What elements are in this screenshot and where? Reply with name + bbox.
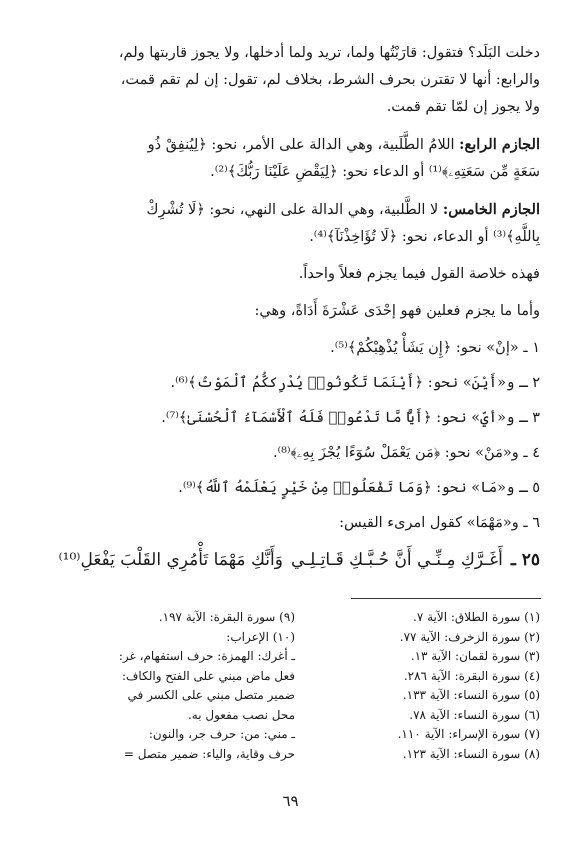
footnote: (٨) سورة النساء: الآية ١٢٣.: [402, 746, 540, 761]
tools-list: [40, 335, 540, 537]
footnote: (٦) سورة النساء: الآية ٧٨.: [409, 707, 540, 722]
paragraph-3: [40, 196, 540, 251]
footnote: (٩) سورة البقرة: الآية ١٩٧.: [158, 610, 295, 624]
poetry-verse: [40, 545, 540, 575]
list-item: ١ ـ «إنْ» نحو: ﴿إِن يَشَأْ يُذْهِبْكُمْ﴾⁽⁵⁾.: [330, 340, 540, 356]
list-item: ٥ ـ و«مَا» نحو: ﴿وَمَا تَفْعَلُوا۟ مِنْ خَيْرٍ يَعْلَمْهُ ٱللَّهُ﴾⁽⁹⁾.: [178, 480, 540, 496]
paragraph-5: وأما ما يجزم فعلين فهو إحْدَى عَشْرَةَ أَدَاةً، وهي:: [254, 303, 540, 319]
footnote: ـ مني: من: حرف جر، والنون:: [148, 727, 295, 741]
p3-heading: الجازم الخامس:: [442, 201, 540, 218]
verse-second-hemistich: وَأَنَّكِ مَهْمَا تَأْمُرِي القَلْبَ يَفْعَلِ⁽¹⁰⁾: [58, 550, 283, 570]
p1-line-2: والرابع: أنها لا تقترن بحرف الشرط، بخلاف لم، تقول: إن لم تقم قمت،: [120, 72, 540, 88]
p2-line-1: اللامُ الطَّلَبية، وهي الدالة على الأمر، نحو: ﴿لِيُنفِقْ ذُو: [147, 137, 455, 153]
footnote: (٤) سورة البقرة: الآية ٢٨٦.: [403, 668, 540, 683]
footnote: (٢) سورة الزخرف: الآية ٧٧.: [399, 629, 540, 644]
footnote: ـ أغرك: الهمزة: حرف استفهام، غر:: [118, 649, 295, 663]
paragraph-1: [40, 40, 540, 121]
footnote: محل نصب مفعول به.: [187, 707, 295, 722]
footnotes-left-column: [40, 608, 295, 764]
list-item: ٦ ـ و«مَهْمَا» كقول امرىء القيس:: [339, 515, 540, 531]
p1-line-1: دخلت البَلَد؟ فتقول: قارَبْتُها ولما، تريد ولما أدخلها، ولا يجوز قاربتها ولم،: [118, 45, 540, 61]
paragraph-4: فهذه خلاصة القول فيما يجزم فعلاً واحداً.: [298, 266, 540, 282]
verse-number: ٢٥ ـ: [510, 550, 540, 570]
list-item: ٤ ـ و«مَنْ» نحو: ﴿مَن يَعْمَلْ سُوٓءًا يُجْزَ بِهِۦ﴾⁽⁸⁾.: [272, 445, 540, 461]
p1-line-3: ولا يجوز إن لمّا تقم قمت.: [386, 99, 540, 115]
p3-line-1: لا الطَّلبية، وهي الدالة على النهي، نحو: ﴿لَا تُشْرِكْ: [146, 202, 439, 218]
footnotes: [40, 608, 540, 764]
p2-heading: الجازم الرابع:: [459, 136, 540, 153]
footnote: (١) سورة الطلاق: الآية ٧.: [413, 610, 540, 624]
list-item: ٣ ـ و«أيّ» نحو: ﴿أَيًّا مَّا تَدْعُوا۟ فَلَهُ ٱلْأَسْمَآءُ ٱلْحُسْنَىٰ﴾⁽⁷⁾.: [161, 410, 540, 426]
footnote: ضمير متصل مبني على الكسر في: [127, 688, 295, 702]
p3-line-2: بِاللَّهِ﴾⁽³⁾ أو الدعاء، نحو: ﴿لَا تُؤَاخِذْنَآ﴾⁽⁴⁾.: [309, 229, 540, 245]
footnotes-right-column: [325, 608, 540, 764]
footnote: (٥) سورة النساء: الآية ١٣٣.: [402, 688, 540, 702]
footnote: حرف وقاية، والياء: ضمير متصل =: [123, 746, 295, 761]
paragraph-2: [40, 131, 540, 186]
p2-line-2: سَعَةٍ مِّن سَعَتِهِۦ﴾⁽¹⁾ أو الدعاء نحو: ﴿لِيَقْضِ عَلَيْنَا رَبُّكَ﴾⁽²⁾.: [210, 164, 540, 180]
footnote: (٧) سورة الإسراء: الآية ١١٠.: [397, 727, 540, 741]
footnote-divider: [351, 598, 541, 599]
footnote: (٣) سورة لقمان: الآية ١٣.: [410, 649, 540, 663]
list-item: ٢ ـ و«أَيْنَ» نحو: ﴿أَيْنَمَا تَكُونُوا۟ يُدْرِككُّمُ ٱلْمَوْتُ﴾⁽⁶⁾.: [170, 375, 540, 391]
page-body: [40, 40, 540, 575]
footnote: فعل ماض مبني على الفتح والكاف:: [121, 668, 295, 683]
footnote: (١٠) الإعراب:: [226, 629, 295, 644]
verse-first-hemistich: أَغَـرَّكِ مِـنِّـي أَنَّ حُـبَّـكِ قَـاتِـلِـي: [290, 550, 503, 570]
page-number: ٦٩: [282, 792, 299, 810]
